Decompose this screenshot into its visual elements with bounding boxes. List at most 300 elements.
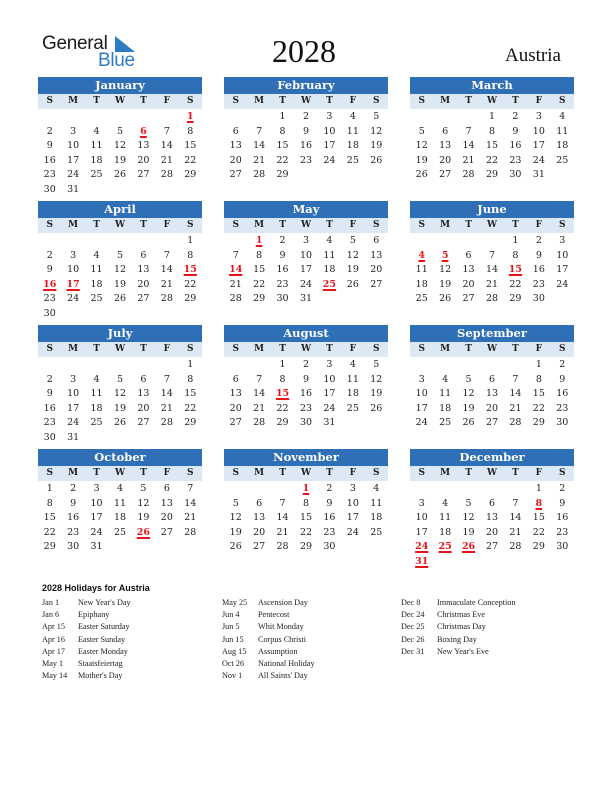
day-cell: 2 <box>46 125 53 137</box>
day-cell: 13 <box>485 388 499 400</box>
day-cell: 10 <box>67 388 80 400</box>
month-june <box>410 201 574 307</box>
weekday-label: W <box>114 468 126 478</box>
weekday-label: S <box>232 96 239 106</box>
day-cell: 29 <box>485 169 499 181</box>
holiday-name: New Year's Eve <box>437 646 489 656</box>
day-cell: 1 <box>535 483 542 494</box>
weekday-label: T <box>140 344 147 354</box>
weekday-label: F <box>163 344 171 354</box>
empty-cell <box>433 482 456 497</box>
weekday-label: F <box>349 96 357 106</box>
weekday-label: S <box>46 96 53 106</box>
day-cell: 16 <box>556 388 569 400</box>
weekday-header <box>38 466 202 481</box>
weekday-header <box>410 466 574 481</box>
day-cell: 2 <box>302 359 310 370</box>
day-cell: 16 <box>299 140 313 152</box>
day-cell: 12 <box>462 388 475 400</box>
holiday-item <box>401 610 515 622</box>
weekday-label: W <box>486 220 498 230</box>
day-cell: 15 <box>532 512 545 524</box>
weekday-label: T <box>512 468 519 478</box>
day-cell: 20 <box>160 512 173 524</box>
day-cell: 18 <box>556 140 569 152</box>
day-cell: 28 <box>184 526 197 538</box>
day-cell: 11 <box>323 249 336 261</box>
empty-cell <box>224 358 247 373</box>
day-cell: 19 <box>346 264 359 276</box>
day-cell: 10 <box>323 373 336 385</box>
day-cell: 23 <box>299 154 313 166</box>
holiday-name: New Year's Day <box>78 598 131 607</box>
weekday-label: T <box>93 96 100 106</box>
empty-cell <box>433 358 456 373</box>
month-title: October <box>38 449 202 466</box>
day-cell: 16 <box>323 512 336 524</box>
weekday-header <box>224 342 388 357</box>
weekday-header <box>38 342 202 357</box>
day-cell: 11 <box>90 140 103 152</box>
holiday-day-cell: 15 <box>183 264 197 276</box>
day-cell: 19 <box>113 154 127 166</box>
logo-text-general: General <box>42 33 108 54</box>
empty-cell <box>224 234 247 249</box>
day-cell: 15 <box>532 388 545 400</box>
day-cell: 7 <box>232 249 239 261</box>
day-cell: 20 <box>137 402 150 414</box>
empty-cell <box>61 110 84 125</box>
day-grid <box>410 110 574 183</box>
weekday-label: T <box>140 468 147 478</box>
day-cell: 26 <box>113 293 127 305</box>
empty-cell <box>457 110 480 125</box>
weekday-label: M <box>440 96 451 106</box>
day-cell: 21 <box>160 278 173 290</box>
holiday-item <box>222 622 315 634</box>
holiday-name: Easter Saturday <box>78 622 130 632</box>
holiday-item <box>401 635 515 647</box>
day-cell: 17 <box>299 264 313 276</box>
day-cell: 17 <box>323 140 336 152</box>
day-cell: 20 <box>485 402 499 414</box>
holiday-date: Dec 25 <box>401 622 425 632</box>
holiday-date: Oct 26 <box>222 658 245 668</box>
day-cell: 21 <box>509 402 522 414</box>
day-cell: 7 <box>163 249 170 261</box>
day-cell: 14 <box>160 388 173 400</box>
day-cell: 13 <box>229 140 242 152</box>
holiday-date: May 14 <box>42 671 68 681</box>
day-cell: 23 <box>556 402 569 414</box>
day-cell: 22 <box>485 154 499 166</box>
holiday-item <box>42 610 131 622</box>
empty-cell <box>457 358 480 373</box>
weekday-label: M <box>440 344 451 354</box>
holiday-item <box>401 598 515 610</box>
day-cell: 29 <box>43 541 56 553</box>
day-cell: 16 <box>299 388 313 400</box>
day-cell: 27 <box>137 169 150 181</box>
day-cell: 29 <box>276 169 289 181</box>
day-cell: 8 <box>279 373 286 385</box>
day-cell: 2 <box>559 483 566 494</box>
holiday-day-cell: 1 <box>186 111 194 122</box>
day-cell: 11 <box>556 125 569 137</box>
day-cell: 23 <box>323 526 336 538</box>
day-cell: 18 <box>90 154 103 166</box>
day-cell: 26 <box>113 169 127 181</box>
day-cell: 7 <box>256 373 263 385</box>
day-cell: 11 <box>113 497 127 509</box>
day-cell: 5 <box>116 249 124 261</box>
empty-cell <box>85 110 108 125</box>
weekday-header <box>410 218 574 233</box>
day-cell: 27 <box>229 417 242 429</box>
holiday-day-cell: 4 <box>418 249 426 261</box>
empty-cell <box>504 358 527 373</box>
holiday-date: Dec 31 <box>401 646 425 656</box>
day-cell: 8 <box>187 125 194 137</box>
day-cell: 19 <box>462 526 475 538</box>
weekday-label: F <box>163 220 171 230</box>
day-cell: 9 <box>559 373 566 385</box>
day-cell: 29 <box>509 293 522 305</box>
day-cell: 25 <box>90 169 103 181</box>
day-cell: 22 <box>253 278 266 290</box>
empty-cell <box>410 358 433 373</box>
empty-cell <box>85 358 108 373</box>
day-cell: 3 <box>302 235 310 246</box>
weekday-label: W <box>486 468 498 478</box>
day-cell: 13 <box>462 264 475 276</box>
holiday-item <box>42 635 131 647</box>
day-cell: 11 <box>439 388 452 400</box>
holiday-item <box>222 647 315 659</box>
day-cell: 1 <box>512 235 519 246</box>
day-cell: 13 <box>253 512 266 524</box>
empty-cell <box>132 234 155 249</box>
day-cell: 31 <box>90 541 103 553</box>
empty-cell <box>61 234 84 249</box>
weekday-label: S <box>559 468 566 478</box>
weekday-label: F <box>535 220 543 230</box>
weekday-header <box>224 94 388 109</box>
day-cell: 12 <box>113 388 127 400</box>
weekday-header <box>410 94 574 109</box>
day-cell: 17 <box>90 512 103 524</box>
day-cell: 27 <box>485 417 499 429</box>
day-cell: 24 <box>323 402 336 414</box>
day-cell: 1 <box>535 359 542 370</box>
day-cell: 25 <box>439 417 452 429</box>
day-cell: 25 <box>90 293 103 305</box>
day-cell: 30 <box>556 541 569 553</box>
day-cell: 5 <box>465 373 472 385</box>
day-cell: 12 <box>370 125 383 137</box>
day-cell: 9 <box>279 249 286 261</box>
day-cell: 24 <box>346 526 359 538</box>
holiday-name: Easter Sunday <box>78 634 126 644</box>
weekday-label: T <box>140 220 147 230</box>
day-cell: 17 <box>67 154 80 166</box>
weekday-label: S <box>373 468 380 478</box>
day-cell: 18 <box>370 512 383 524</box>
day-cell: 3 <box>559 235 566 246</box>
weekday-label: F <box>535 468 543 478</box>
empty-cell <box>108 234 131 249</box>
day-cell: 17 <box>323 388 336 400</box>
day-cell: 20 <box>370 264 383 276</box>
day-cell: 23 <box>67 526 80 538</box>
holiday-item <box>42 598 131 610</box>
month-title: December <box>410 449 574 466</box>
weekday-label: F <box>535 96 543 106</box>
day-cell: 29 <box>184 293 197 305</box>
holiday-column <box>401 598 515 659</box>
weekday-label: S <box>418 96 425 106</box>
weekday-label: M <box>68 468 79 478</box>
day-cell: 12 <box>439 264 452 276</box>
month-title: November <box>224 449 388 466</box>
day-cell: 27 <box>485 541 499 553</box>
holiday-date: Apr 15 <box>42 622 65 632</box>
day-cell: 27 <box>439 169 452 181</box>
day-cell: 13 <box>160 497 173 509</box>
day-cell: 6 <box>442 125 449 137</box>
day-cell: 2 <box>559 359 566 370</box>
empty-cell <box>480 358 503 373</box>
day-cell: 27 <box>160 526 173 538</box>
day-cell: 22 <box>276 402 289 414</box>
day-cell: 18 <box>323 264 336 276</box>
holiday-item <box>401 622 515 634</box>
holiday-item <box>222 671 315 683</box>
empty-cell <box>410 234 433 249</box>
day-cell: 27 <box>370 278 383 290</box>
day-cell: 19 <box>113 278 127 290</box>
month-march <box>410 77 574 183</box>
holiday-name: Mother's Day <box>78 671 123 681</box>
holiday-day-cell: 1 <box>302 483 310 494</box>
day-cell: 18 <box>415 278 428 290</box>
day-cell: 10 <box>323 125 336 137</box>
weekday-label: M <box>254 468 265 478</box>
holiday-name: Corpus Christi <box>258 634 306 644</box>
day-cell: 8 <box>488 125 496 137</box>
day-cell: 1 <box>187 235 194 246</box>
month-title: February <box>224 77 388 94</box>
day-cell: 17 <box>415 526 428 538</box>
day-cell: 19 <box>462 402 475 414</box>
empty-cell <box>247 482 270 497</box>
day-cell: 4 <box>93 373 100 385</box>
weekday-label: T <box>326 96 333 106</box>
day-cell: 30 <box>323 541 336 553</box>
day-cell: 18 <box>439 526 452 538</box>
day-cell: 25 <box>556 154 569 166</box>
holiday-date: Aug 15 <box>222 646 247 656</box>
weekday-label: T <box>93 468 100 478</box>
day-cell: 14 <box>509 512 522 524</box>
day-cell: 5 <box>140 483 147 494</box>
day-cell: 10 <box>299 249 313 261</box>
day-cell: 4 <box>326 235 333 246</box>
empty-cell <box>224 482 247 497</box>
weekday-label: S <box>559 220 566 230</box>
day-cell: 30 <box>532 293 545 305</box>
day-cell: 5 <box>116 373 124 385</box>
empty-cell <box>61 358 84 373</box>
day-cell: 19 <box>113 402 127 414</box>
day-cell: 9 <box>302 373 310 385</box>
holiday-day-cell: 17 <box>66 278 80 290</box>
day-grid <box>38 482 202 555</box>
weekday-label: F <box>349 344 357 354</box>
weekday-label: W <box>300 220 312 230</box>
day-cell: 3 <box>535 111 542 122</box>
day-cell: 13 <box>485 512 499 524</box>
day-cell: 6 <box>232 373 239 385</box>
day-cell: 4 <box>442 497 449 509</box>
weekday-label: S <box>559 96 566 106</box>
weekday-label: W <box>486 344 498 354</box>
day-cell: 28 <box>253 169 266 181</box>
day-cell: 13 <box>137 388 150 400</box>
day-grid <box>410 234 574 307</box>
day-cell: 5 <box>232 497 239 509</box>
day-cell: 2 <box>70 483 77 494</box>
holiday-date: Jun 5 <box>222 622 240 632</box>
holiday-date: Jan 6 <box>42 610 60 620</box>
weekday-label: T <box>326 220 333 230</box>
weekday-label: T <box>93 344 100 354</box>
month-title: January <box>38 77 202 94</box>
day-cell: 12 <box>346 249 359 261</box>
weekday-label: W <box>300 344 312 354</box>
holiday-item <box>222 598 315 610</box>
day-grid <box>224 358 388 431</box>
day-cell: 9 <box>46 388 53 400</box>
day-cell: 13 <box>137 140 150 152</box>
weekday-label: W <box>114 96 126 106</box>
weekday-label: F <box>163 468 171 478</box>
day-cell: 17 <box>415 402 428 414</box>
holiday-day-cell: 25 <box>322 278 337 290</box>
day-cell: 8 <box>46 497 53 509</box>
weekday-label: S <box>46 344 53 354</box>
weekday-label: W <box>486 96 498 106</box>
day-cell: 16 <box>67 512 80 524</box>
day-cell: 20 <box>485 526 499 538</box>
weekday-header <box>38 94 202 109</box>
weekday-label: M <box>254 96 265 106</box>
day-cell: 25 <box>415 293 428 305</box>
day-cell: 2 <box>326 483 333 494</box>
day-cell: 31 <box>323 417 336 429</box>
day-cell: 26 <box>346 278 359 290</box>
holiday-date: Jun 4 <box>222 610 240 620</box>
day-cell: 10 <box>90 497 103 509</box>
day-cell: 2 <box>46 373 53 385</box>
calendar-country: Austria <box>505 45 561 66</box>
day-cell: 7 <box>465 125 472 137</box>
weekday-label: T <box>465 344 472 354</box>
empty-cell <box>38 110 61 125</box>
day-cell: 23 <box>556 526 569 538</box>
day-cell: 8 <box>535 373 542 385</box>
day-cell: 7 <box>512 373 519 385</box>
calendar-year: 2028 <box>272 33 336 69</box>
weekday-label: S <box>232 220 239 230</box>
day-cell: 14 <box>160 264 173 276</box>
day-cell: 18 <box>90 278 103 290</box>
day-cell: 10 <box>346 497 359 509</box>
month-may <box>224 201 388 307</box>
day-cell: 30 <box>43 431 56 443</box>
day-cell: 20 <box>253 526 266 538</box>
empty-cell <box>132 358 155 373</box>
weekday-label: T <box>279 96 286 106</box>
day-cell: 3 <box>418 497 425 509</box>
day-cell: 25 <box>370 526 383 538</box>
day-cell: 11 <box>346 373 359 385</box>
empty-cell <box>433 110 456 125</box>
day-cell: 9 <box>535 249 542 261</box>
day-cell: 9 <box>326 497 333 509</box>
day-cell: 21 <box>253 154 266 166</box>
day-cell: 27 <box>229 169 242 181</box>
day-cell: 20 <box>462 278 475 290</box>
month-title: August <box>224 325 388 342</box>
day-cell: 7 <box>163 373 170 385</box>
day-cell: 21 <box>253 402 266 414</box>
weekday-label: W <box>300 96 312 106</box>
day-cell: 20 <box>137 154 150 166</box>
day-cell: 25 <box>346 402 359 414</box>
day-cell: 10 <box>67 140 80 152</box>
day-cell: 9 <box>46 264 53 276</box>
day-cell: 30 <box>276 293 289 305</box>
empty-cell <box>247 358 270 373</box>
day-cell: 2 <box>46 249 53 261</box>
empty-cell <box>410 482 433 497</box>
day-cell: 22 <box>184 154 197 166</box>
day-cell: 29 <box>184 169 197 181</box>
day-cell: 29 <box>184 417 197 429</box>
day-cell: 17 <box>556 264 569 276</box>
holiday-day-cell: 15 <box>275 388 290 400</box>
day-cell: 28 <box>229 293 242 305</box>
day-cell: 8 <box>302 497 310 509</box>
day-cell: 28 <box>160 417 173 429</box>
day-cell: 29 <box>253 293 266 305</box>
month-title: June <box>410 201 574 218</box>
month-august <box>224 325 388 431</box>
day-cell: 16 <box>556 512 569 524</box>
day-cell: 30 <box>556 417 569 429</box>
holiday-day-cell: 6 <box>140 125 147 137</box>
day-cell: 6 <box>256 497 263 509</box>
day-cell: 27 <box>137 293 150 305</box>
weekday-label: M <box>68 96 79 106</box>
holiday-item <box>222 659 315 671</box>
day-grid <box>38 110 202 198</box>
day-cell: 4 <box>349 111 356 122</box>
day-cell: 7 <box>187 483 194 494</box>
weekday-label: S <box>232 344 239 354</box>
weekday-label: S <box>418 468 425 478</box>
